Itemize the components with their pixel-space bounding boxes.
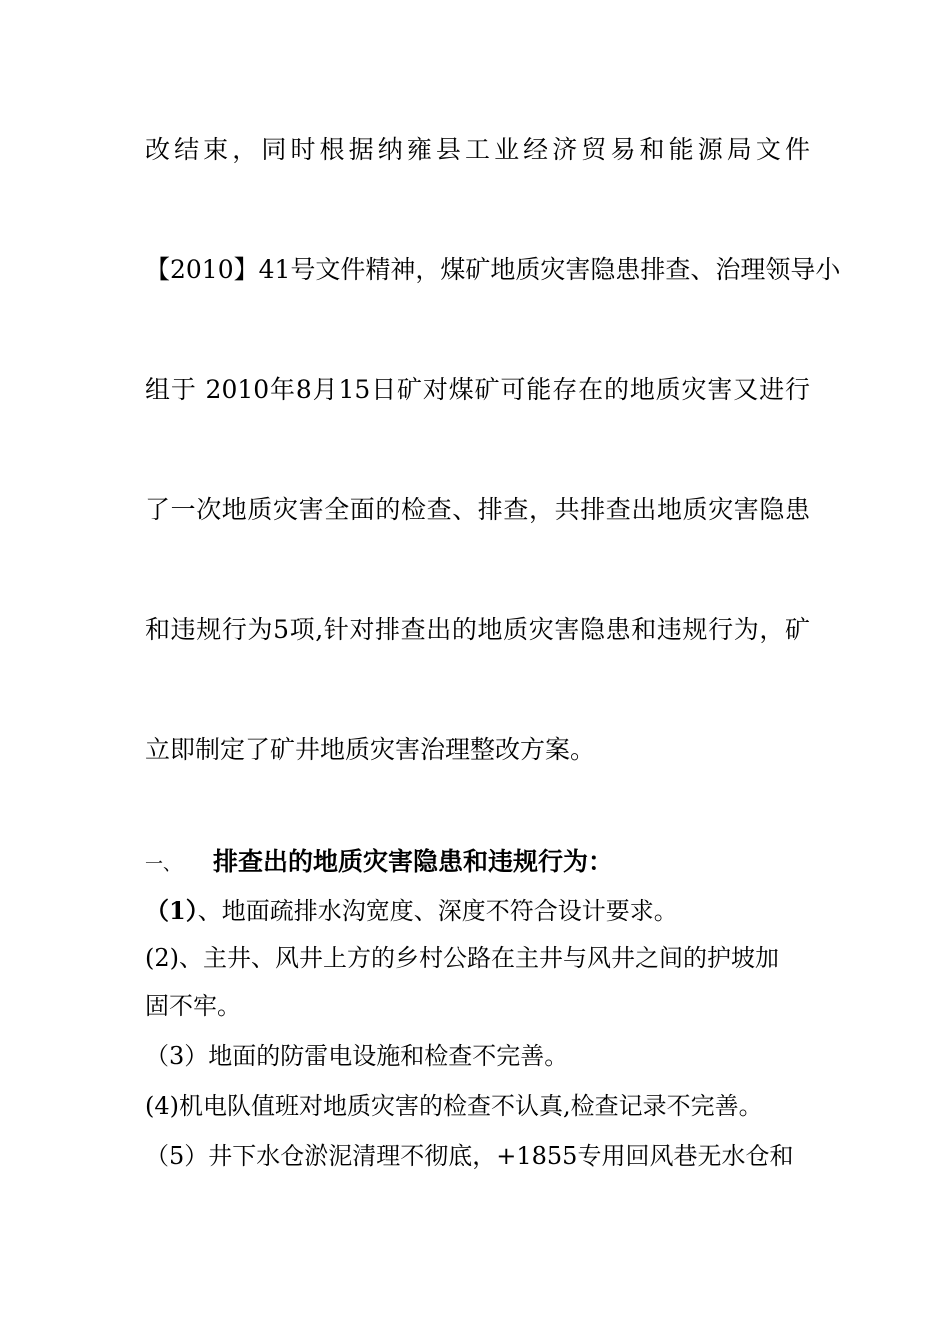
list-item-4: (4)机电队值班对地质灾害的检查不认真,检查记录不完善。 — [145, 1092, 763, 1120]
paragraph-line-4: 了一次地质灾害全面的检查、排查，共排查出地质灾害隐患 — [145, 495, 810, 524]
list-item-1 — [145, 894, 678, 928]
section-title: 排查出的地质灾害隐患和违规行为： — [213, 847, 614, 876]
list-item-2-line-2: 固不牢。 — [145, 992, 241, 1020]
list-item-2-line-1: (2)、主井、风井上方的乡村公路在主井与风井之间的护坡加 — [145, 944, 779, 972]
list-item-3: （3）地面的防雷电设施和检查不完善。 — [145, 1042, 569, 1070]
paragraph-line-3: 组于 2010年8月15日矿对煤矿可能存在的地质灾害又进行 — [145, 375, 810, 404]
paragraph-line-6: 立即制定了矿井地质灾害治理整改方案。 — [145, 735, 596, 764]
list-item-5: （5）井下水仓淤泥清理不彻底，+1855专用回风巷无水仓和 — [145, 1142, 794, 1170]
list-item-1-number: （1） — [145, 896, 198, 925]
section-heading — [145, 845, 810, 882]
list-item-1-text: 、地面疏排水沟宽度、深度不符合设计要求。 — [197, 897, 678, 925]
paragraph-line-5: 和违规行为5项,针对排查出的地质灾害隐患和违规行为，矿 — [145, 615, 810, 644]
paragraph-line-2: 【2010】41号文件精神，煤矿地质灾害隐患排查、治理领导小 — [145, 255, 841, 284]
section-number: 一、 — [145, 854, 181, 875]
paragraph-line-1: 改结束，同时根据纳雍县工业经济贸易和能源局文件 — [145, 135, 810, 164]
